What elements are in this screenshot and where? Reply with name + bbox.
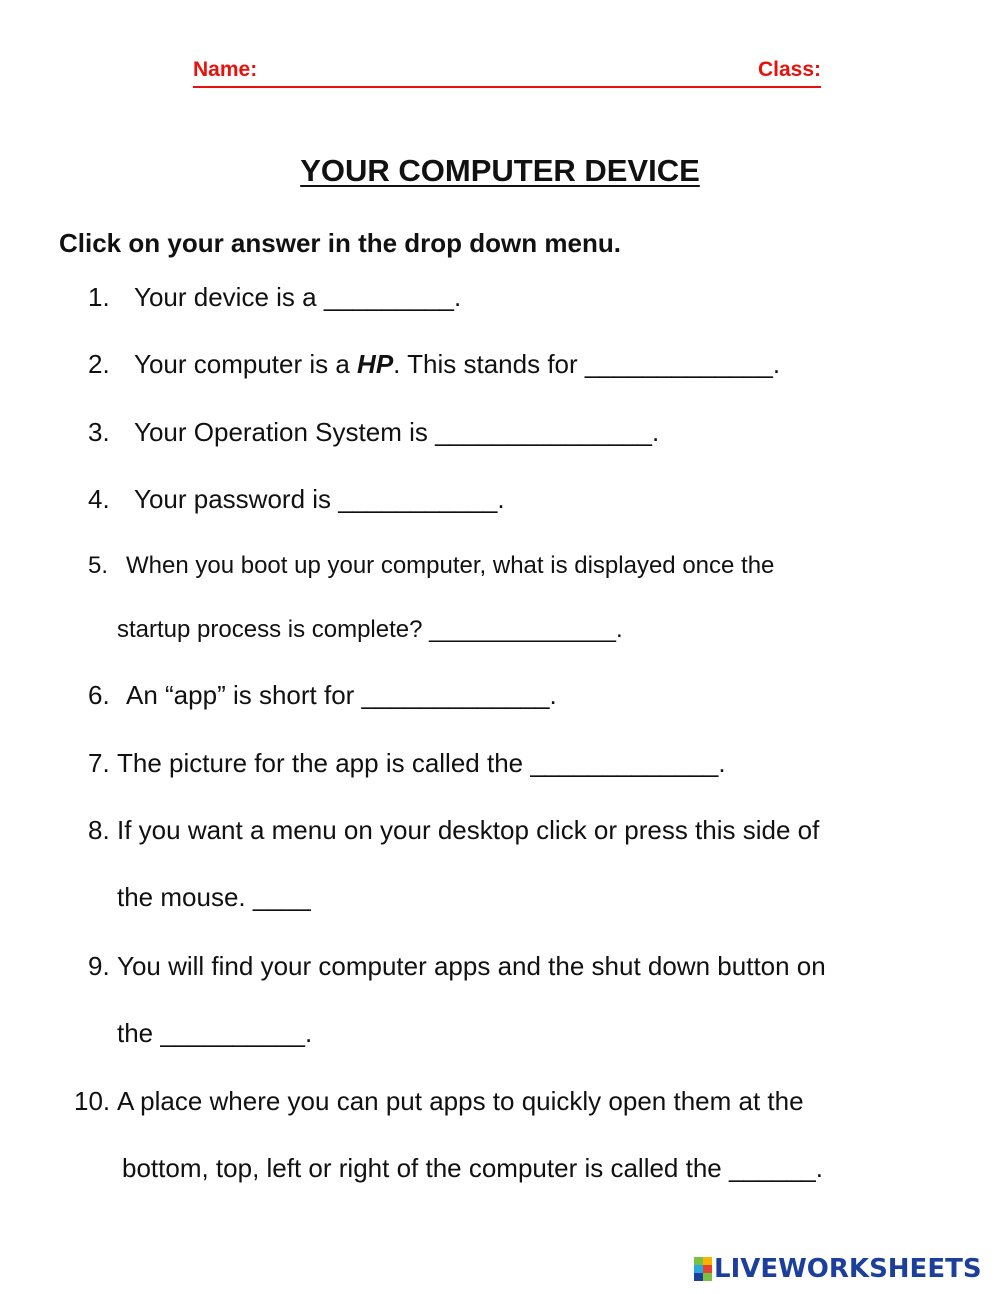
question-text-line-2[interactable]: the __________. [117,1018,313,1048]
question-number: 6. [88,680,110,710]
question-text[interactable]: Your password is ___________. [134,484,505,514]
question-number: 10. [74,1086,111,1116]
question-number: 2. [88,349,110,379]
question-number: 4. [88,484,110,514]
name-label: Name: [193,58,258,81]
question-text-pre: Your computer is a [134,349,358,379]
question-text-line-2[interactable]: bottom, top, left or right of the computer is called the ______. [122,1153,823,1183]
question-number: 9. [88,951,110,981]
question-text-line-1: When you boot up your computer, what is displayed once the [126,552,775,579]
liveworksheets-logo-icon [694,1257,712,1281]
worksheet-title-text: YOUR COMPUTER DEVICE [300,153,700,188]
worksheet-title [0,153,1000,189]
question-text-line-1: If you want a menu on your desktop click or press this side of [117,815,820,845]
instruction-text: Click on your answer in the drop down menu. [59,228,621,258]
question-text-line-1: You will find your computer apps and the shut down button on [117,951,826,981]
hp-emphasis: HP [357,349,394,379]
question-text-line-1: A place where you can put apps to quickly open them at the [117,1086,804,1116]
question-number: 1. [88,282,110,312]
question-text-post: . This stands for _____________. [393,349,781,379]
question-text[interactable]: Your device is a _________. [134,282,462,312]
question-text[interactable] [134,349,780,380]
liveworksheets-logo [694,1253,982,1285]
name-underline [193,86,821,88]
question-number: 3. [88,417,110,447]
question-text[interactable]: An “app” is short for _____________. [126,680,557,710]
question-text[interactable]: The picture for the app is called the _____________. [117,748,726,778]
class-label: Class: [757,58,821,81]
question-text-line-2[interactable]: the mouse. ____ [117,882,311,912]
question-number: 5. [88,552,109,579]
question-text-line-2[interactable]: startup process is complete? ______________. [117,616,623,643]
liveworksheets-logo-text: LIVEWORKSHEETS [714,1254,982,1284]
question-number: 8. [88,815,110,845]
question-text[interactable]: Your Operation System is _______________. [134,417,660,447]
question-number: 7. [88,748,110,778]
